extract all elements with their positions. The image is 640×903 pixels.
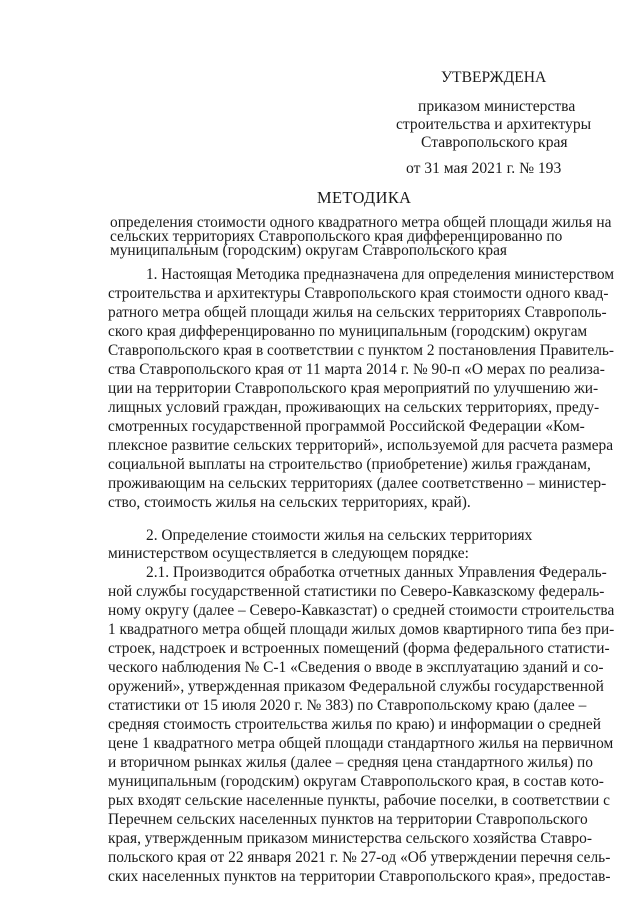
section-1-line: смотренных государственной программой Российской Федерации «Ком-: [108, 418, 585, 435]
section-2-1-line: ческого наблюдения № С-1 «Сведения о вводе в эксплуатацию зданий и со-: [108, 659, 604, 676]
document-title: МЕТОДИКА: [317, 188, 412, 207]
section-2-1-line: ному округу (далее – Северо-Кавказстат) о средней стоимости строительства: [108, 602, 615, 619]
section-1-line: ции на территории Ставропольского края мероприятий по улучшению жи-: [108, 380, 599, 397]
section-1-line: строительства и архитектуры Ставропольского края стоимости одного квад-: [108, 285, 609, 302]
section-2-1-line: статистики от 15 июля 2020 г. № 383) по Ставропольскому краю (далее –: [108, 697, 587, 714]
section-2-1-line: 2.1. Производится обработка отчетных данных Управления Федераль-: [146, 564, 607, 581]
section-2-1-line: Перечнем сельских населенных пунктов на территории Ставропольского: [108, 811, 588, 828]
document-subtitle-line: определения стоимости одного квадратного метра общей площади жилья на: [110, 214, 612, 231]
section-1-line: лищных условий граждан, проживающих на сельских территориях, преду-: [108, 399, 600, 416]
section-2-1-line: польского края от 22 января 2021 г. № 27-од «Об утверждении перечня сель-: [108, 849, 611, 866]
section-1-line: ства Ставропольского края от 11 марта 2014 г. № 90-п «О мерах по реализа-: [108, 361, 605, 378]
section-2-1-line: оружений», утвержденная приказом Федеральной службы государственной: [108, 678, 604, 695]
approval-date-number: от 31 мая 2021 г. № 193: [406, 160, 562, 177]
section-2-line: министерством осуществляется в следующем порядке:: [108, 545, 469, 562]
section-2-1-line: края, утвержденным приказом министерства сельского хозяйства Ставро-: [108, 830, 592, 847]
approval-order-line: приказом министерства: [418, 98, 576, 115]
section-2-1-line: 1 квадратного метра общей площади жилых домов квартирного типа без при-: [108, 621, 615, 638]
approval-heading: УТВЕРЖДЕНА: [441, 69, 547, 86]
section-2-1-line: строек, надстроек и встроенных помещений (форма федерального статисти-: [108, 640, 610, 657]
section-1-line: ратного метра общей площади жилья на сельских территориях Ставрополь-: [108, 304, 607, 321]
section-1-line: 1. Настоящая Методика предназначена для определения министерством: [146, 266, 614, 283]
document-subtitle-line: муниципальным (городским) округам Ставропольского края: [110, 242, 507, 259]
document-subtitle-line: сельских территориях Ставропольского края дифференцированно по: [110, 228, 563, 245]
section-2-1-line: рых входят сельские населенные пункты, рабочие поселки, в соответствии с: [108, 792, 610, 809]
section-2-line: 2. Определение стоимости жилья на сельских территориях: [146, 527, 533, 544]
approval-order-line: строительства и архитектуры: [396, 116, 592, 133]
section-1-line: плексное развитие сельских территорий», используемой для расчета размера: [108, 437, 614, 454]
section-2-1-line: ских населенных пунктов на территории Ставропольского края», предостав-: [108, 868, 611, 885]
section-2-1-line: цене 1 квадратного метра общей площади стандартного жилья на первичном: [108, 735, 614, 752]
section-2-1-line: и вторичном рынках жилья (далее – средняя цена стандартного жилья) по: [108, 754, 593, 771]
section-1-line: социальной выплаты на строительство (приобретение) жилья гражданам,: [108, 456, 591, 473]
section-2-1-line: муниципальным (городским) округам Ставропольского края, в состав кото-: [108, 773, 604, 790]
section-1-line: Ставропольского края в соответствии с пунктом 2 постановления Правитель-: [108, 342, 614, 359]
section-2-1-line: средняя стоимость строительства жилья по краю) и информации о средней: [108, 716, 601, 733]
section-1-line: ского края дифференцированно по муниципальным (городским) округам: [108, 323, 588, 340]
section-1-line: проживающим на сельских территориях (далее соответственно – министер-: [108, 475, 607, 492]
approval-order-line: Ставропольского края: [421, 134, 568, 151]
section-1-line: ство, стоимость жилья на сельских территориях, край).: [108, 494, 471, 511]
section-2-1-line: ной службы государственной статистики по Северо-Кавказскому федераль-: [108, 583, 605, 600]
